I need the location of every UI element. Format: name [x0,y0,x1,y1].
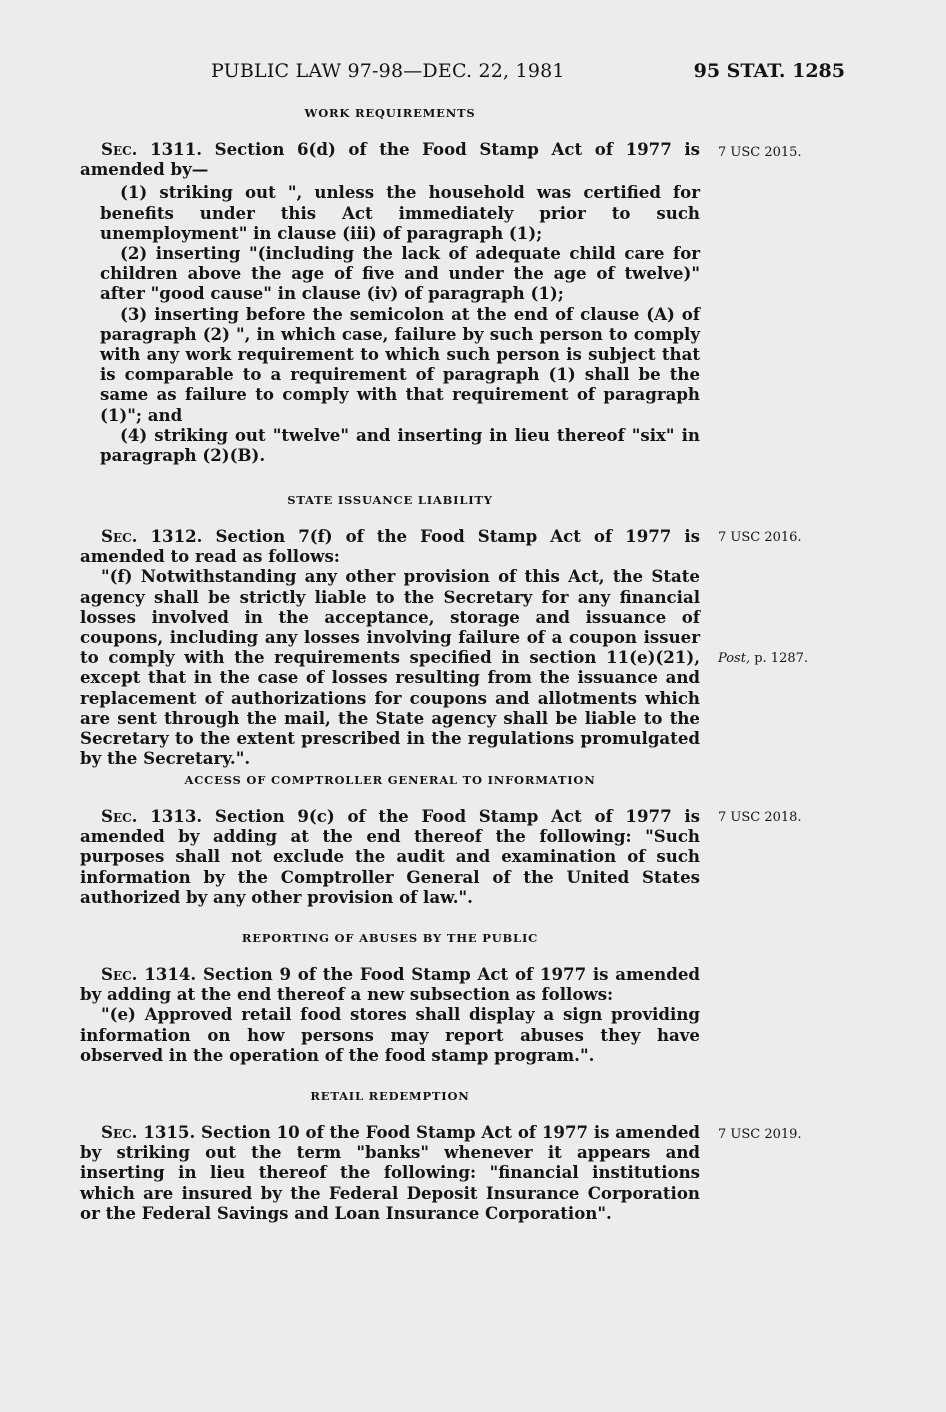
list-item: (1) striking out ", unless the household was certified for benefits under this Act immediately prior to such unemployment" in clause (iii) of paragraph (1); [100,182,700,243]
section-1315 [80,1089,700,1223]
section-intro-text: 1314. Section 9 of the Food Stamp Act of 1977 is amended by adding at the end thereof a new subsection as follows: [80,964,700,1005]
sec-label: Sec. [101,806,138,826]
quoted-text: "(f) Notwithstanding any other provision of this Act, the State agency shall be strictly liable to the Secretary for any financial losses involved in the acceptance, storage and issuance of coupons, including any losses involving failure of a coupon issuer to comply with the requirements specified in section 11(e)(21), except that in the case of losses resulting from the issuance and replacement of authorizations for coupons and allotments which are sent through the mail, the State agency shall be liable to the Secretary to the extent prescribed in the regulations promulgated by the Secretary.". [80,566,700,769]
section-1312 [80,493,700,768]
section-intro-text: 1312. Section 7(f) of the Food Stamp Act of 1977 is amended to read as follows: [80,526,700,567]
header-stat-page: 95 STAT. 1285 [693,60,845,82]
section-heading: ACCESS OF COMPTROLLER GENERAL TO INFORMATION [184,773,596,787]
margin-citation-post [718,651,808,666]
sec-label: Sec. [101,526,138,546]
margin-citation: 7 USC 2015. [718,145,802,160]
section-intro [80,806,700,907]
section-heading: RETAIL REDEMPTION [310,1089,470,1103]
post-page: p. 1287. [750,651,809,666]
quoted-text: "(e) Approved retail food stores shall display a sign providing information on how persons may report abuses they have observed in the operation of the food stamp program.". [80,1004,700,1065]
section-heading: WORK REQUIREMENTS [304,106,476,120]
section-intro-text: 1311. Section 6(d) of the Food Stamp Act of 1977 is amended by— [80,139,700,180]
margin-citation: 7 USC 2018. [718,810,802,825]
sec-label: Sec. [101,139,138,159]
margin-citation: 7 USC 2019. [718,1127,802,1142]
section-intro [80,526,700,566]
sec-label: Sec. [101,964,138,984]
section-intro-text: 1313. Section 9(c) of the Food Stamp Act of 1977 is amended by adding at the end thereof the following: "Such purposes shall not exclude the audit and examination of such information by the Comptroller General of the United States authorized by any other provision of law.". [80,806,700,907]
section-heading: STATE ISSUANCE LIABILITY [287,493,493,507]
section-intro-text: 1315. Section 10 of the Food Stamp Act of 1977 is amended by striking out the term "banks" whenever it appears and inserting in lieu thereof the following: "financial institutions which are insured by the Federal Deposit Insurance Corporation or the Federal Savings and Loan Insurance Corporation". [80,1122,700,1223]
sec-label: Sec. [101,1122,138,1142]
section-heading: REPORTING OF ABUSES BY THE PUBLIC [241,931,539,945]
list-item: (2) inserting "(including the lack of adequate child care for children above the age of five and under the age of twelve)" after "good cause" in clause (iv) of paragraph (1); [100,243,700,304]
section-intro [80,139,700,179]
section-1313 [80,773,700,907]
header-law-date: PUBLIC LAW 97-98—DEC. 22, 1981 [211,60,565,82]
section-1314 [80,931,700,1065]
margin-citation: 7 USC 2016. [718,530,802,545]
section-intro [80,964,700,1004]
list-item: (3) inserting before the semicolon at the end of clause (A) of paragraph (2) ", in which case, failure by such person to comply with any work requirement to which such person is subject that is comparable to a requirement of paragraph (1) shall be the same as failure to comply with that requirement of paragraph (1)"; and [100,303,700,425]
section-1311 [80,106,700,465]
section-intro [80,1122,700,1223]
running-header [211,60,845,90]
post-label: Post, [718,651,751,666]
list-item: (4) striking out "twelve" and inserting in lieu thereof "six" in paragraph (2)(B). [100,424,700,466]
